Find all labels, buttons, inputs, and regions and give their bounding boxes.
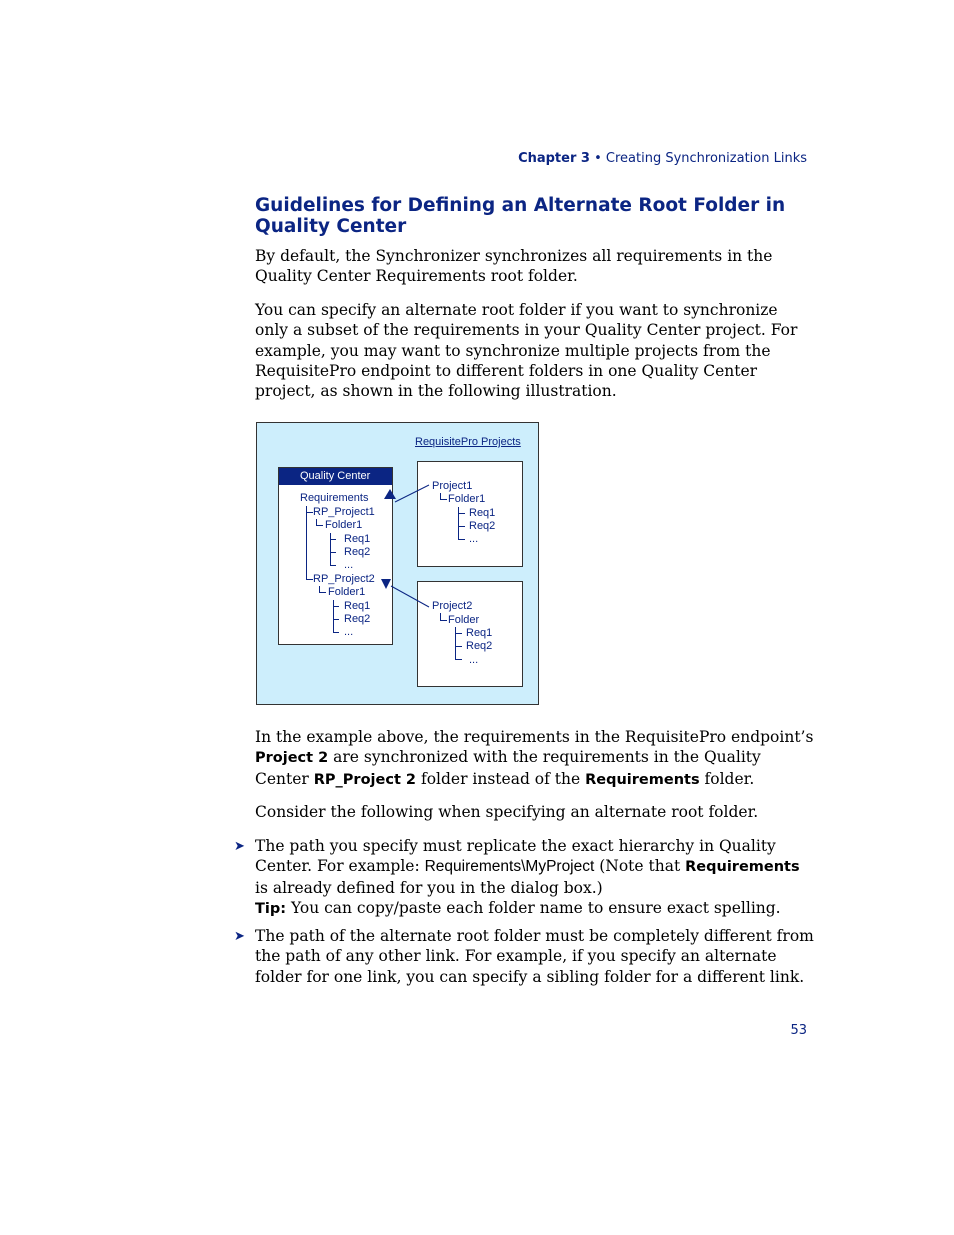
hierarchy-illustration xyxy=(256,422,539,705)
running-header xyxy=(518,151,807,166)
keyword-requirements: Requirements xyxy=(685,859,800,876)
mapping-connectors xyxy=(257,423,538,704)
example-path: Requirements\MyProject xyxy=(424,858,595,876)
rp1-project-name: Project1 xyxy=(432,480,473,492)
qc-rp-project1: RP_Project1 xyxy=(313,506,375,518)
requisitepro-projects-label: RequisitePro Projects xyxy=(415,436,521,448)
qc-rp-project2: RP_Project2 xyxy=(313,573,375,585)
text-run: folder. xyxy=(699,769,755,788)
bullet-arrow-icon: ➤ xyxy=(234,839,245,854)
qc-p2-folder: Folder1 xyxy=(328,586,366,598)
tip-label: Tip: xyxy=(255,900,287,917)
arrow-up-icon xyxy=(384,489,396,499)
text-run: are synchronized with the requirements in the Quality Center xyxy=(255,748,761,788)
rp1-folder: Folder1 xyxy=(448,493,486,505)
section-label: Creating Synchronization Links xyxy=(605,151,807,166)
qc-p1-req1: Req1 xyxy=(344,533,371,545)
connector-line-project1 xyxy=(395,485,429,502)
page-number: 53 xyxy=(790,1023,807,1038)
text-run: folder instead of the xyxy=(416,769,586,788)
rp2-more: ... xyxy=(469,654,479,666)
paragraph-consider: Consider the following when specifying an alternate root folder. xyxy=(255,803,759,821)
rp2-req1: Req1 xyxy=(466,627,493,639)
rp1-more: ... xyxy=(469,533,479,545)
tip-text: You can copy/paste each folder name to ensure exact spelling. xyxy=(286,898,781,917)
rp2-req2: Req2 xyxy=(466,640,493,652)
qc-p1-more: ... xyxy=(344,559,354,571)
chapter-label: Chapter 3 xyxy=(518,151,590,166)
keyword-project2: Project 2 xyxy=(255,750,329,767)
paragraph-default: By default, the Synchronizer synchronizes all requirements in the Quality Center Requirements root folder. xyxy=(255,247,773,286)
section-title: Guidelines for Defining an Alternate Root Folder in Quality Center xyxy=(255,195,786,237)
qc-p2-req2: Req2 xyxy=(344,613,371,625)
arrow-down-icon xyxy=(381,579,391,589)
text-run: (Note that xyxy=(594,857,686,876)
header-separator: • xyxy=(594,151,602,166)
text-run: In the example above, the requirements in the RequisitePro endpoint’s xyxy=(255,728,814,746)
paragraph-alternate-folder: You can specify an alternate root folder if you want to synchronize only a subset of the requirements in your Quality Center project. For example, you may want to synchronize multiple projects from the RequisitePro endpoint to different folders in one Quality Center project, as shown in the following illustration. xyxy=(255,301,798,401)
text-run: is already defined for you in the dialog box.) xyxy=(255,878,603,897)
qc-p2-more: ... xyxy=(344,626,354,638)
keyword-requirements: Requirements xyxy=(585,771,700,788)
bullet-arrow-icon: ➤ xyxy=(234,929,245,944)
bullet-unique-path: The path of the alternate root folder must be completely different from the path of any other link. For example, if you specify an alternate folder for one link, you can specify a sibling folder for a different link. xyxy=(255,927,814,986)
qc-p1-folder: Folder1 xyxy=(325,519,363,531)
paragraph-example xyxy=(255,727,815,790)
qc-requirements: Requirements xyxy=(300,492,369,504)
qc-p2-req1: Req1 xyxy=(344,600,371,612)
qc-p1-req2: Req2 xyxy=(344,546,371,558)
bullet-hierarchy xyxy=(255,836,815,919)
quality-center-header: Quality Center xyxy=(279,468,392,485)
rp2-project-name: Project2 xyxy=(432,600,473,612)
rp1-req2: Req2 xyxy=(469,520,496,532)
rp1-req1: Req1 xyxy=(469,507,496,519)
connector-line-project2 xyxy=(391,586,429,607)
keyword-rp-project2: RP_Project 2 xyxy=(313,771,417,788)
rp2-folder: Folder xyxy=(448,614,480,626)
text-run: The path you specify must replicate the exact hierarchy in Quality Center. For example: xyxy=(255,837,776,876)
